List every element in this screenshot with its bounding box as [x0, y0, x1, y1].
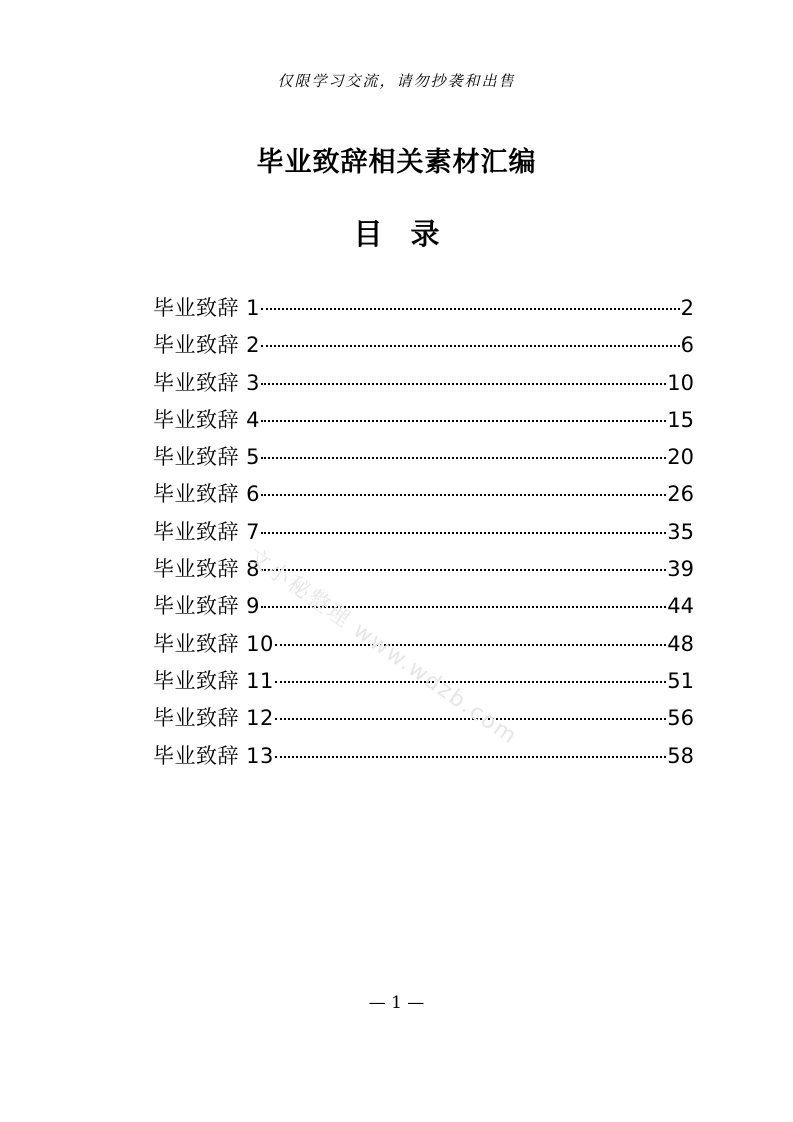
watermark: 文小秘整理 www.wdzb.com [242, 544, 523, 751]
toc-entry-page: 39 [667, 557, 694, 582]
toc-entry-11[interactable] [153, 665, 694, 702]
toc-leader-dots [275, 644, 666, 646]
toc-entry-5[interactable] [153, 441, 694, 478]
toc-leader-dots [261, 308, 680, 310]
toc-entry-13[interactable] [153, 740, 694, 777]
toc-entry-7[interactable] [153, 516, 694, 553]
toc-entry-label: 毕业致辞 4 [153, 407, 261, 432]
toc-entry-label: 毕业致辞 10 [153, 631, 274, 656]
table-of-contents [153, 292, 694, 777]
toc-leader-dots [261, 494, 666, 496]
toc-entry-10[interactable] [153, 628, 694, 665]
toc-entry-page: 51 [667, 668, 694, 693]
toc-leader-dots [261, 345, 680, 347]
toc-leader-dots [261, 457, 666, 459]
toc-entry-label: 毕业致辞 11 [153, 668, 274, 693]
toc-entry-label: 毕业致辞 2 [153, 333, 261, 358]
toc-entry-label: 毕业致辞 6 [153, 482, 261, 507]
toc-leader-dots [261, 532, 666, 534]
toc-entry-label: 毕业致辞 5 [153, 445, 261, 470]
toc-entry-1[interactable] [153, 292, 694, 329]
toc-leader-dots [275, 756, 666, 758]
toc-entry-label: 毕业致辞 9 [153, 594, 261, 619]
toc-heading: 目录 [353, 217, 468, 251]
toc-entry-9[interactable] [153, 590, 694, 627]
toc-entry-4[interactable] [153, 404, 694, 441]
page-number: — 1 — [368, 993, 425, 1013]
toc-leader-dots [261, 569, 666, 571]
toc-entry-label: 毕业致辞 12 [153, 706, 274, 731]
toc-entry-3[interactable] [153, 367, 694, 404]
toc-entry-page: 10 [667, 370, 694, 395]
toc-entry-6[interactable] [153, 478, 694, 515]
toc-entry-page: 6 [680, 333, 694, 358]
toc-entry-page: 2 [680, 296, 694, 320]
toc-entry-label: 毕业致辞 1 [153, 296, 261, 320]
toc-entry-label: 毕业致辞 13 [153, 743, 274, 768]
toc-entry-page: 48 [667, 631, 694, 656]
toc-entry-page: 56 [667, 706, 694, 731]
toc-entry-12[interactable] [153, 702, 694, 739]
document-title: 毕业致辞相关素材汇编 [256, 147, 537, 178]
toc-leader-dots [275, 718, 666, 720]
toc-leader-dots [261, 383, 666, 385]
toc-entry-page: 35 [667, 519, 694, 544]
toc-entry-8[interactable] [153, 553, 694, 590]
toc-entry-page: 58 [667, 743, 694, 768]
toc-leader-dots [275, 681, 666, 683]
toc-leader-dots [261, 420, 666, 422]
toc-entry-label: 毕业致辞 8 [153, 557, 261, 582]
toc-entry-page: 44 [667, 594, 694, 619]
toc-entry-page: 15 [667, 407, 694, 432]
toc-entry-page: 26 [667, 482, 694, 507]
toc-entry-page: 20 [667, 445, 694, 470]
toc-entry-label: 毕业致辞 3 [153, 370, 261, 395]
toc-entry-2[interactable] [153, 329, 694, 366]
toc-leader-dots [261, 606, 666, 608]
toc-entry-label: 毕业致辞 7 [153, 519, 261, 544]
header-note: 仅限学习交流，请勿抄袭和出售 [277, 72, 516, 90]
